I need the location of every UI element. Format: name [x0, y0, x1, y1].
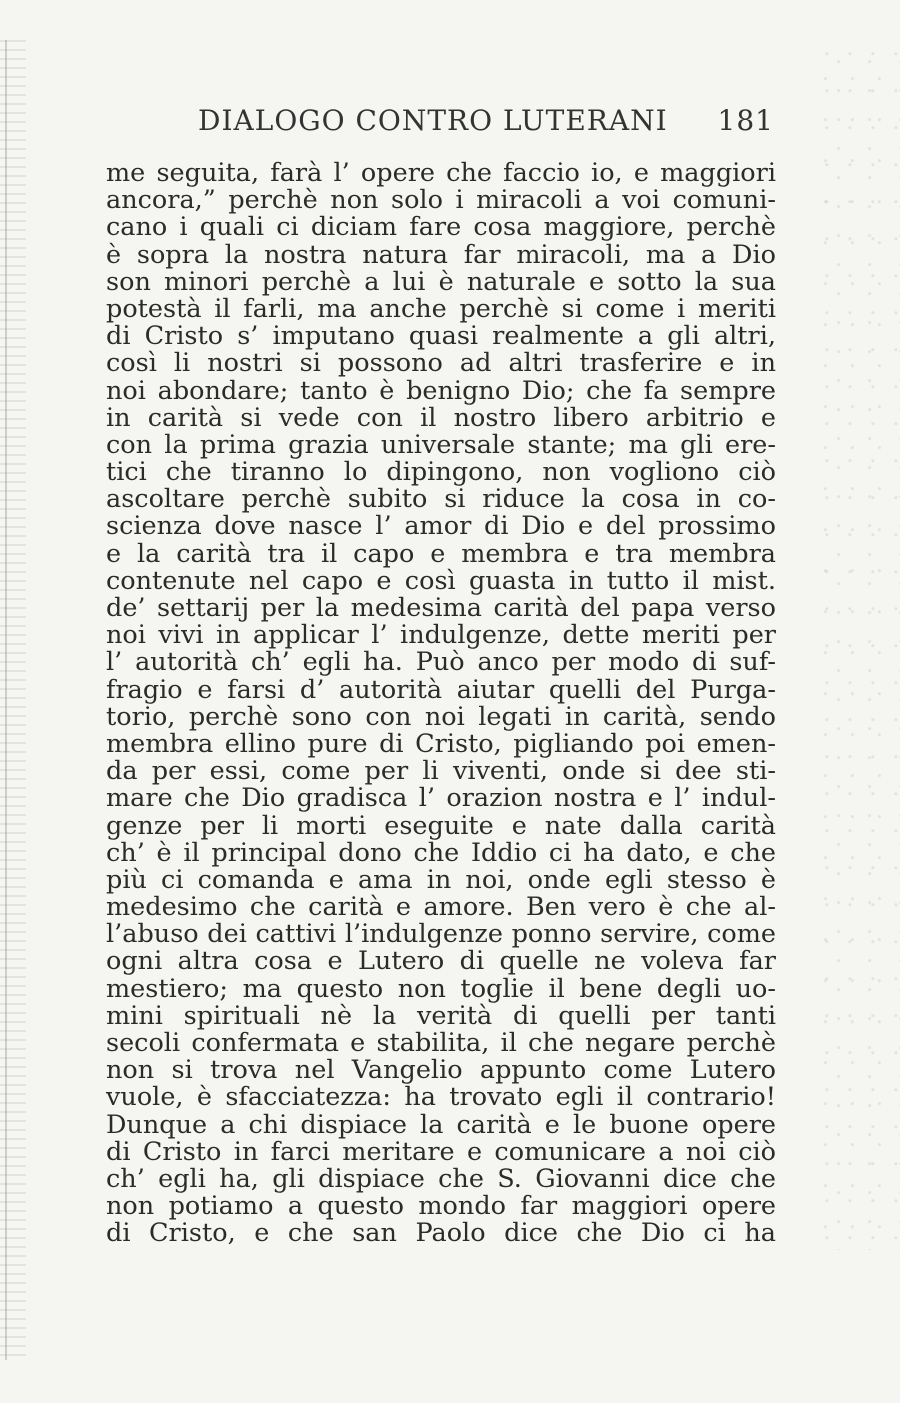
text-line: Dunque a chi dispiace la carità e le buone opere [106, 1109, 776, 1140]
text-line: contenute nel capo e così guasta in tutto il mist. [106, 565, 776, 596]
text-line: da per essi, come per li viventi, onde si dee sti- [106, 756, 776, 787]
text-line: son minori perchè a lui è naturale e sotto la sua [106, 266, 776, 297]
text-line: ogni altra cosa e Lutero di quelle ne voleva far [106, 946, 776, 977]
text-line: in carità si vede con il nostro libero arbitrio e [106, 402, 776, 433]
text-line: ch’ è il principal dono che Iddio ci ha dato, e che [106, 837, 776, 868]
text-line: l’abuso dei cattivi l’indulgenze ponno servire, come [106, 919, 776, 950]
text-line: più ci comanda e ama in noi, onde egli stesso è [106, 864, 776, 895]
text-line: noi vivi in applicar l’ indulgenze, dette meriti per [106, 620, 776, 651]
text-line: scienza dove nasce l’ amor di Dio e del prossimo [106, 511, 776, 542]
page-header [198, 104, 778, 144]
text-line: fragio e farsi d’ autorità aiutar quelli del Purga- [106, 674, 776, 705]
text-line: membra ellino pure di Cristo, pigliando poi emen- [106, 728, 776, 759]
text-line: cano i quali ci diciam fare cosa maggiore, perchè [106, 212, 776, 243]
text-line: secoli confermata e stabilita, il che negare perchè [106, 1028, 776, 1058]
text-line: vuole, è sfacciatezza: ha trovato egli il contrario! [106, 1082, 776, 1113]
text-line: de’ settarij per la medesima carità del papa verso [106, 593, 776, 623]
text-line: di Cristo in farci meritare e comunicare a noi ciò [106, 1136, 776, 1167]
text-line: di Cristo, e che san Paolo dice che Dio ci ha [106, 1218, 776, 1249]
text-line: ancora,” perchè non solo i miracoli a voi comuni- [106, 185, 776, 216]
text-line: mestiero; ma questo non toglie il bene degli uo- [106, 973, 776, 1004]
text-line: così li nostri si possono ad altri trasferire e in [106, 348, 776, 379]
text-line: mare che Dio gradisca l’ orazion nostra e l’ indul- [106, 783, 776, 814]
text-line: mini spirituali nè la verità di quelli per tanti [106, 1000, 776, 1031]
text-line: tici che tiranno lo dipingono, non vogliono ciò [106, 457, 776, 488]
text-line: torio, perchè sono con noi legati in carità, sendo [106, 701, 776, 732]
text-line: e la carità tra il capo e membra e tra membra [106, 538, 776, 569]
text-line: genze per li morti eseguite e nate dalla carità [106, 810, 776, 841]
text-line: non potiamo a questo mondo far maggiori opere [106, 1191, 776, 1222]
text-line: medesimo che carità e amore. Ben vero è che al- [106, 892, 776, 923]
page-number: 181 [717, 104, 774, 137]
text-line: di Cristo s’ imputano quasi realmente a gli altri, [106, 321, 776, 352]
text-line: noi abondare; tanto è benigno Dio; che fa sempre [106, 375, 776, 406]
text-line: potestà il farli, ma anche perchè si come i meriti [106, 293, 776, 324]
body-text [106, 160, 776, 1248]
text-line: non si trova nel Vangelio appunto come Lutero [106, 1055, 776, 1086]
page-edge-shadow [0, 40, 26, 1360]
text-line: ascoltare perchè subito si riduce la cosa in co- [106, 484, 776, 515]
text-line: ch’ egli ha, gli dispiace che S. Giovanni dice che [106, 1163, 776, 1194]
running-title: DIALOGO CONTRO LUTERANI [198, 104, 668, 137]
scan-speckle [820, 50, 900, 1250]
text-line: me seguita, farà l’ opere che faccio io, e maggiori [106, 158, 776, 188]
text-line: con la prima grazia universale stante; ma gli ere- [106, 429, 776, 460]
text-line: l’ autorità ch’ egli ha. Può anco per modo di suf- [106, 647, 776, 678]
text-line: è sopra la nostra natura far miracoli, ma a Dio [106, 239, 776, 270]
